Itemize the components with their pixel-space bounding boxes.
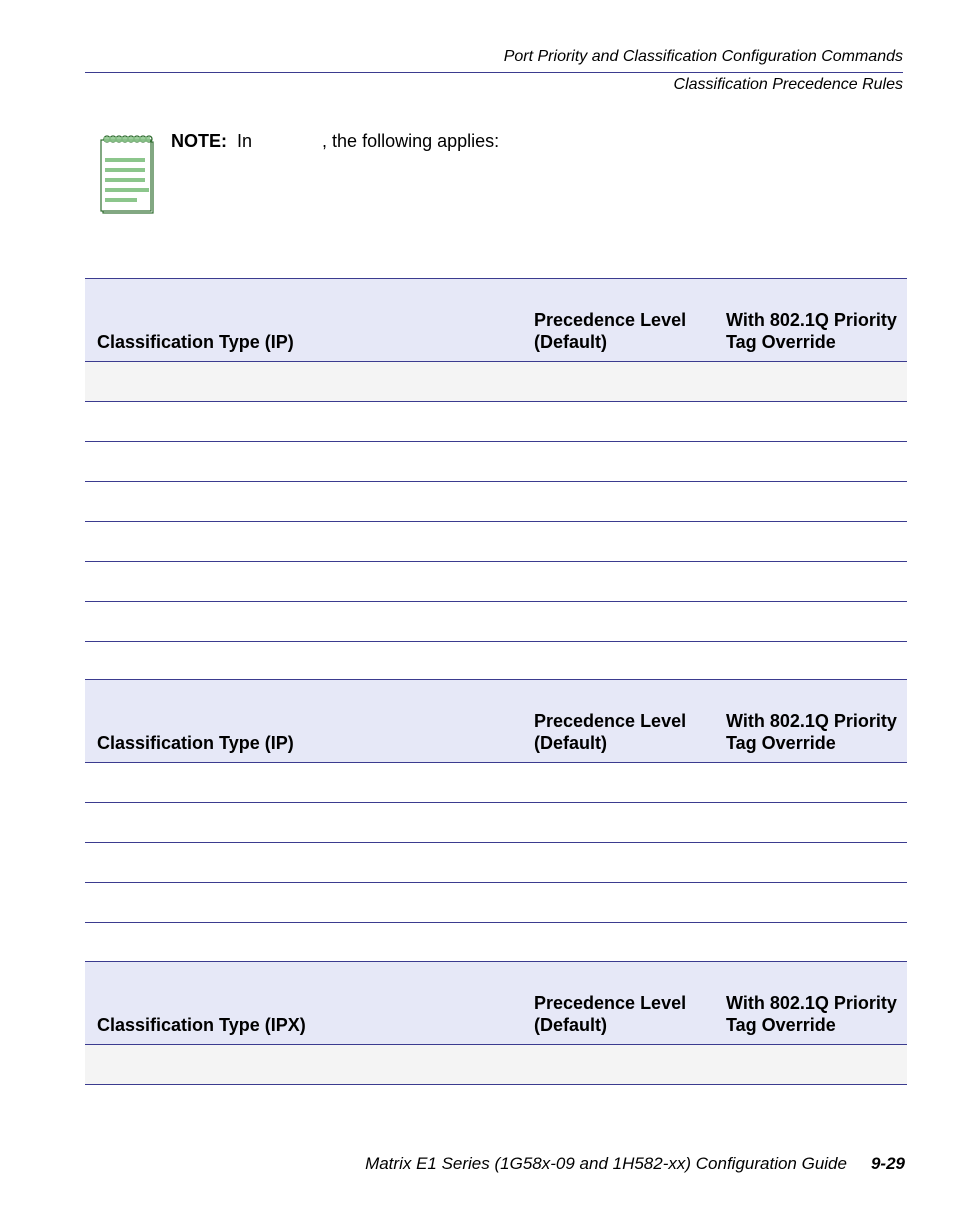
precedence-table-ip-2: [85, 679, 907, 963]
running-header-section: Classification Precedence Rules: [673, 76, 903, 93]
column-header-type: Classification Type (IPX): [85, 962, 534, 1045]
notepad-icon: [100, 133, 156, 215]
column-header-type: Classification Type (IP): [85, 279, 534, 362]
column-header-precedence: Precedence Level (Default): [534, 279, 726, 362]
note-label: NOTE:: [171, 131, 227, 151]
column-header-type: Classification Type (IP): [85, 680, 534, 763]
table-row: [85, 522, 907, 562]
table-header-row: [85, 962, 907, 1045]
table-row: [85, 803, 907, 843]
column-header-override: With 802.1Q Priority Tag Override: [726, 680, 907, 763]
column-header-override: With 802.1Q Priority Tag Override: [726, 279, 907, 362]
table-row: [85, 923, 907, 963]
table-header-row: [85, 279, 907, 362]
column-header-precedence: Precedence Level (Default): [534, 962, 726, 1045]
note-text: [171, 130, 499, 152]
running-footer: [365, 1154, 905, 1174]
table-row: [85, 482, 907, 522]
table-row: [85, 843, 907, 883]
note-text-after: , the following applies:: [322, 131, 500, 151]
precedence-table-ip-1: [85, 278, 907, 682]
table-row: [85, 402, 907, 442]
note-text-before: In: [237, 131, 253, 151]
table-row: [85, 642, 907, 682]
table-row: [85, 442, 907, 482]
table-row: [85, 763, 907, 803]
table-row: [85, 883, 907, 923]
table-header-row: [85, 680, 907, 763]
table-row: [85, 362, 907, 402]
header-rule: [85, 72, 903, 73]
precedence-table-ipx: [85, 961, 907, 1085]
table-row: [85, 602, 907, 642]
column-header-precedence: Precedence Level (Default): [534, 680, 726, 763]
running-header-chapter: Port Priority and Classification Configuration Commands: [503, 48, 903, 65]
table-row: [85, 1045, 907, 1085]
page-number: 9-29: [870, 1154, 905, 1173]
table-row: [85, 562, 907, 602]
footer-title: Matrix E1 Series (1G58x-09 and 1H582-xx) Configuration Guide: [365, 1154, 847, 1173]
column-header-override: With 802.1Q Priority Tag Override: [726, 962, 907, 1045]
